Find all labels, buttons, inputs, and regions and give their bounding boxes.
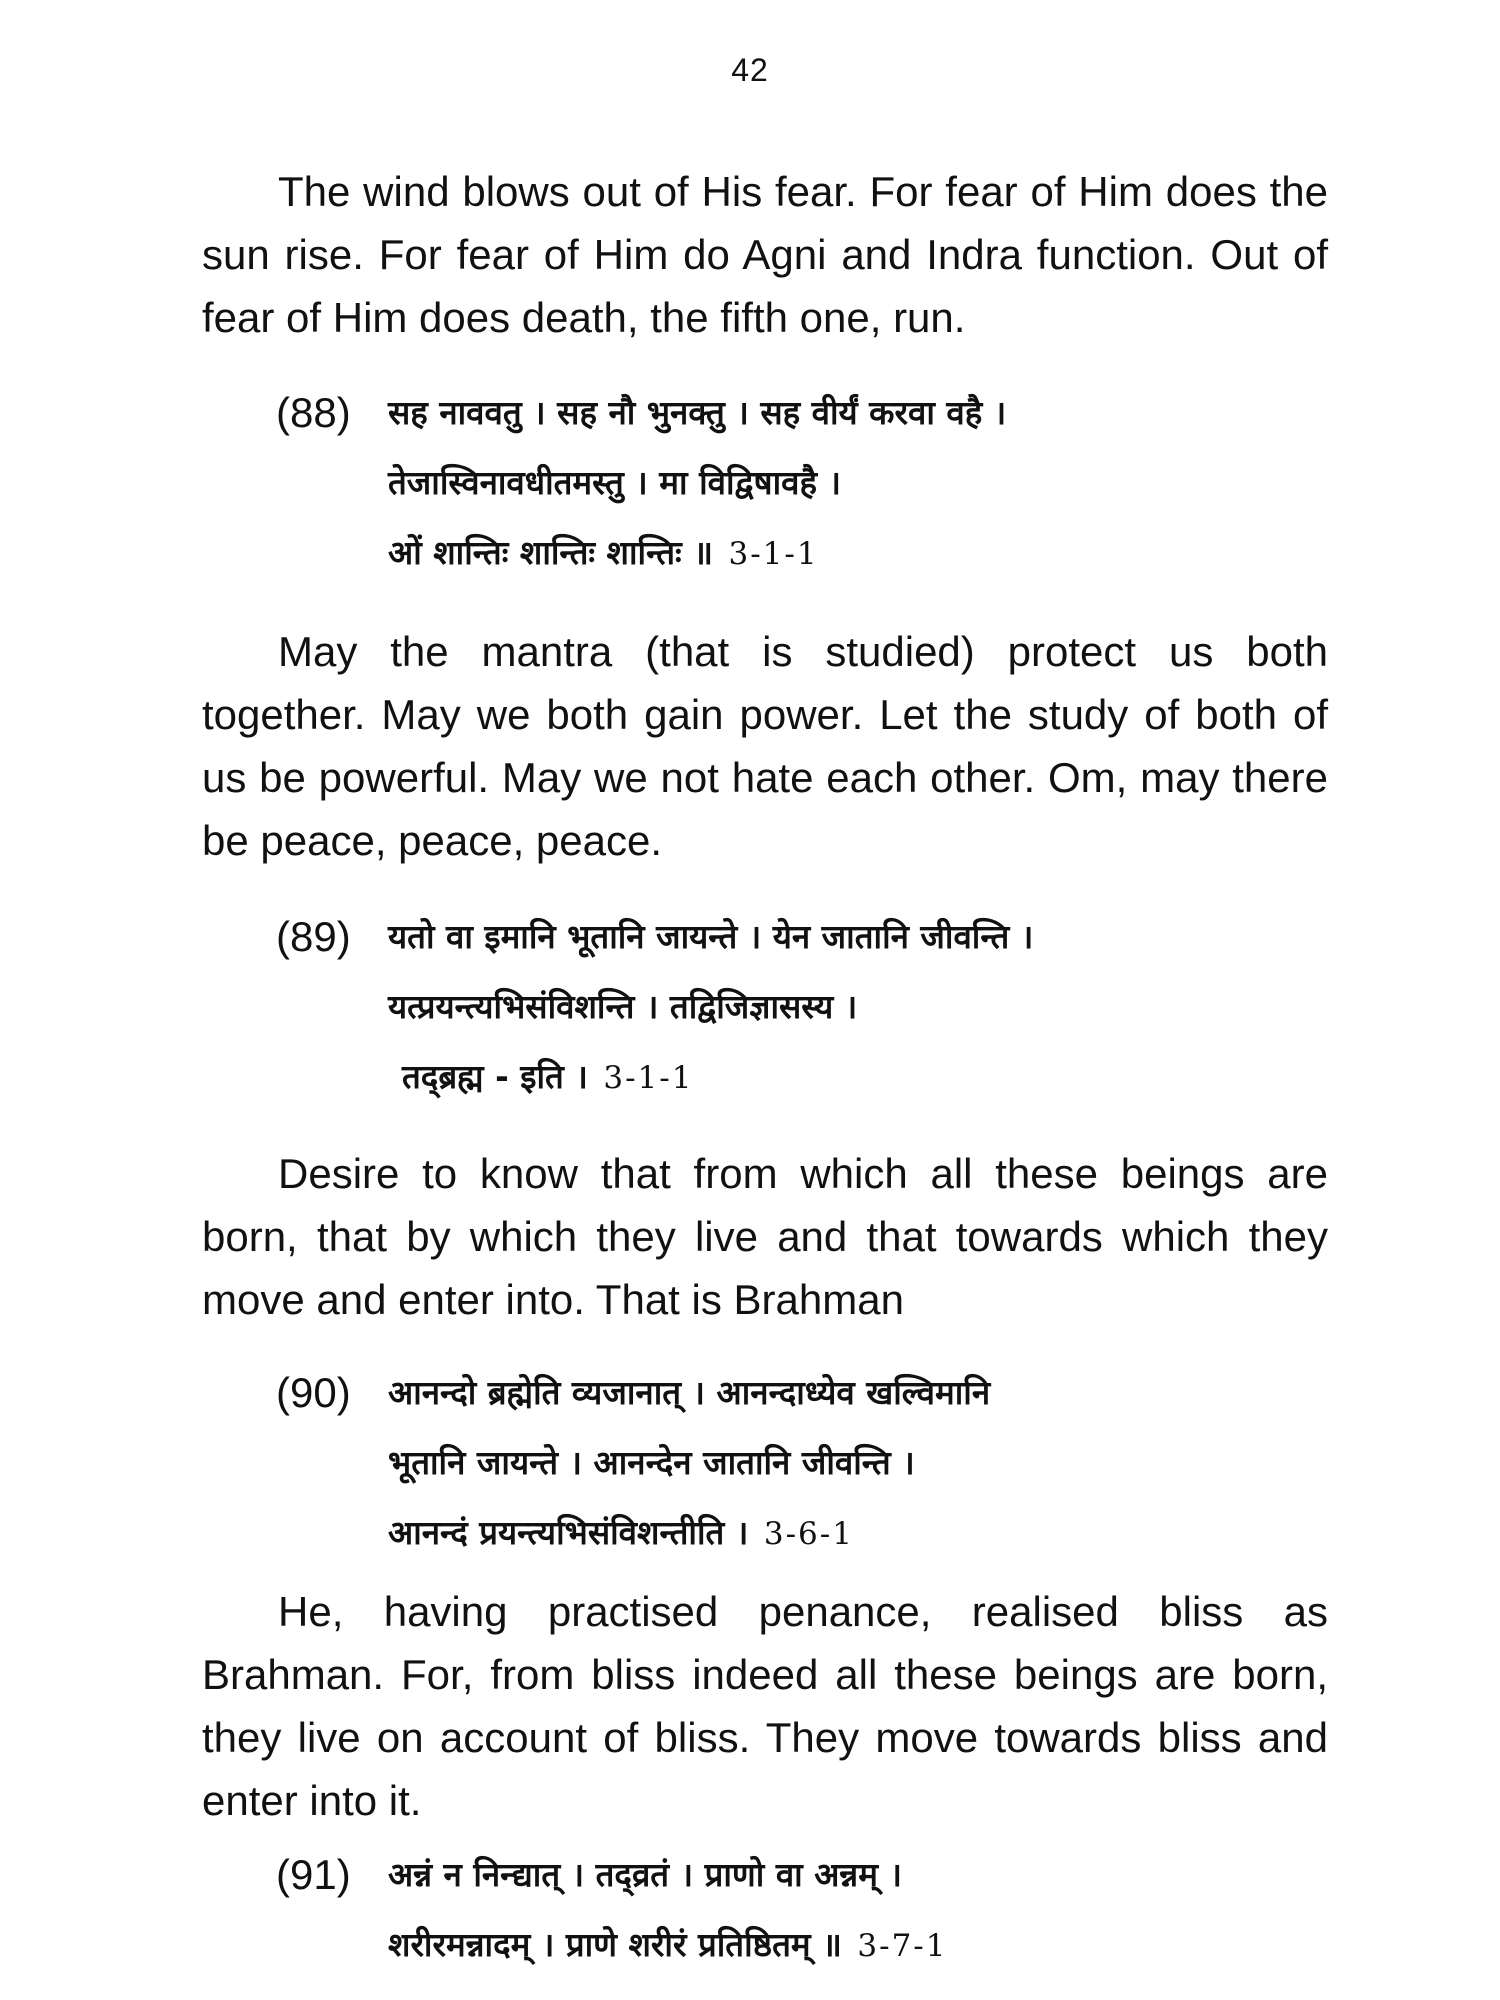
verse-line: सह नाववतु । सह नौ भुनक्तु । सह वीर्यं करवा वहै । <box>388 393 1007 432</box>
paragraph-mantra-protect: May the mantra (that is studied) protect us both together. May we both gain power. Let the study of both of us be powerful. May we not hate each other. Om, may there be peace, peace, peace. <box>202 628 1328 864</box>
verse-line: आनन्दो ब्रह्मेति व्यजानात् । आनन्दाध्येव खल्विमानि <box>388 1373 991 1412</box>
paragraph-wind-fear: The wind blows out of His fear. For fear of Him does the sun rise. For fear of Him do Agni and Indra function. Out of fear of Him does death, the fifth one, run. <box>202 168 1328 341</box>
verse-text <box>388 1358 1288 1569</box>
verse-reference: 3-7-1 <box>857 1928 948 1964</box>
verse-reference: 3-1-1 <box>603 1060 694 1096</box>
verse-line-text: आनन्दं प्रयन्त्यभिसंविशन्तीति । <box>388 1513 749 1552</box>
verse-text <box>388 902 1288 1113</box>
verse-line: यतो वा इमानि भूतानि जायन्ते । येन जातानि जीवन्ति । <box>388 917 1034 956</box>
verse-reference: 3-6-1 <box>763 1516 854 1552</box>
paragraph-desire-to-know: Desire to know that from which all these beings are born, that by which they live and that towards which they move and enter into. That is Brahman <box>202 1150 1328 1323</box>
verse-line-text: तद्ब्रह्म - इति । <box>402 1057 588 1096</box>
verse-line <box>388 1910 1288 1981</box>
verse-reference: 3-1-1 <box>728 536 819 572</box>
verse-line: यत्प्रयन्त्यभिसंविशन्ति । तद्विजिज्ञासस्य । <box>388 987 858 1026</box>
verse-number: (91) <box>276 1851 351 1898</box>
verse-line-text: ओं शान्तिः शान्तिः शान्तिः ॥ <box>388 533 713 572</box>
verse-text <box>388 378 1288 589</box>
verse-line: अन्नं न निन्द्यात् । तद्व्रतं । प्राणो वा अन्नम् । <box>388 1855 902 1894</box>
verse-line: भूतानि जायन्ते । आनन्देन जातानि जीवन्ति । <box>388 1443 915 1482</box>
verse-line <box>388 1498 1288 1569</box>
verse-number: (90) <box>276 1369 351 1416</box>
verse-number: (89) <box>276 913 351 960</box>
verse-number: (88) <box>276 389 351 436</box>
verse-line-text: शरीरमन्नादम् । प्राणे शरीरं प्रतिष्ठितम् ॥ <box>388 1925 842 1964</box>
verse-line: तेजास्विनावधीतमस्तु । मा विद्विषावहै । <box>388 463 841 502</box>
verse-line <box>388 518 1288 589</box>
verse-text <box>388 1840 1288 1981</box>
verse-line <box>388 1042 1288 1113</box>
page-number: 42 <box>731 52 769 88</box>
paragraph-bliss-brahman: He, having practised penance, realised bliss as Brahman. For, from bliss indeed all these beings are born, they live on account of bliss. They move towards bliss and enter into it. <box>202 1588 1328 1824</box>
